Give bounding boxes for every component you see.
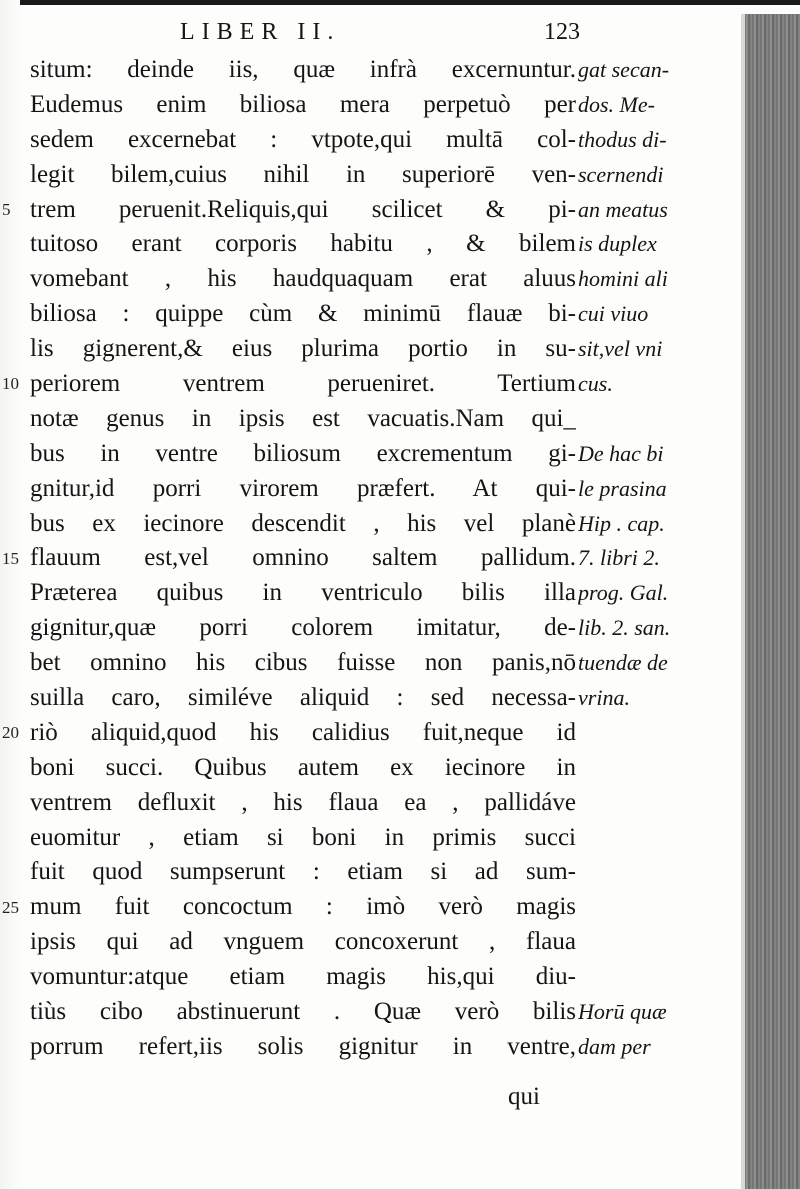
text-line: mum fuit concoctum : imò verò magis <box>30 893 576 921</box>
margin-note-line: cui viuo <box>578 301 649 327</box>
margin-note-line: le prasina <box>578 475 667 501</box>
main-text-block <box>30 53 576 1065</box>
text-line: biliosa : quippe cùm & minimū flauæ bi- <box>30 300 576 328</box>
line-number: 15 <box>2 548 19 568</box>
text-line: euomitur , etiam si boni in primis succi <box>30 823 576 851</box>
text-line: suilla caro, similéve aliquid : sed necessa- <box>30 684 576 712</box>
book-binding-edge <box>745 14 800 1189</box>
line-number: 10 <box>2 374 19 394</box>
text-line: porrum refert,iis solis gignitur in ventre, <box>30 1032 576 1060</box>
running-head: LIBER II. <box>180 19 341 45</box>
text-line: fuit quod sumpserunt : etiam si ad sum- <box>30 858 576 886</box>
margin-note-line: cus. <box>578 371 613 397</box>
margin-note-line <box>578 402 738 437</box>
text-line: tiùs cibo abstinuerunt . Quæ verò bilis <box>30 998 576 1026</box>
margin-note-line: dos. Me- <box>578 91 655 117</box>
margin-note-line: lib. 2. san. <box>578 615 671 641</box>
text-line: lis gignerent,& eius plurima portio in su- <box>30 335 576 363</box>
margin-note-line <box>578 716 738 751</box>
margin-note-line <box>578 925 738 960</box>
line-number: 25 <box>2 897 19 917</box>
margin-note-line <box>578 890 738 925</box>
text-line: vomuntur:atque etiam magis his,qui diu- <box>30 963 576 991</box>
text-line: Eudemus enim biliosa mera perpetuò per <box>30 90 576 118</box>
text-line: periorem ventrem perueniret. Tertium <box>30 370 576 398</box>
line-number: 5 <box>2 199 11 219</box>
line-number: 20 <box>2 723 19 743</box>
text-line: bet omnino his cibus fuisse non panis,nō <box>30 649 576 677</box>
margin-note-line: is duplex <box>578 231 657 257</box>
margin-note-line: Hip . cap. <box>578 510 665 536</box>
page-gutter-shadow <box>0 0 20 1189</box>
margin-note-line: vrina. <box>578 685 630 711</box>
margin-note-line <box>578 960 738 995</box>
margin-note-line: 7. libri 2. <box>578 545 660 571</box>
text-line: notæ genus in ipsis est vacuatis.Nam qui_ <box>30 404 576 432</box>
text-line: boni succi. Quibus autem ex iecinore in <box>30 753 576 781</box>
margin-note-line: dam per <box>578 1033 651 1059</box>
margin-note-line: sit,vel vni <box>578 336 663 362</box>
margin-note-line: prog. Gal. <box>578 580 669 606</box>
text-line: flauum est,vel omnino saltem pallidum. <box>30 544 576 572</box>
text-line: vomebant , his haudquaquam erat aluus <box>30 265 576 293</box>
margin-note-line <box>578 821 738 856</box>
marginal-notes <box>578 53 738 1065</box>
margin-note-line <box>578 786 738 821</box>
margin-note-line: tuendæ de <box>578 650 668 676</box>
margin-note-line: an meatus <box>578 196 668 222</box>
text-line: bus ex iecinore descendit , his vel planè <box>30 509 576 537</box>
text-line: situm: deinde iis, quæ infrà excernuntur. <box>30 56 576 83</box>
text-line: ventrem defluxit , his flaua ea , pallidáve <box>30 788 576 816</box>
text-line: trem peruenit.Reliquis,qui scilicet & pi- <box>30 195 576 223</box>
text-line: Præterea quibus in ventriculo bilis illa <box>30 579 576 607</box>
text-line: gignitur,quæ porri colorem imitatur, de- <box>30 614 576 642</box>
text-line: sedem excernebat : vtpote,qui multā col- <box>30 125 576 153</box>
text-line: ipsis qui ad vnguem concoxerunt , flaua <box>30 928 576 956</box>
catchword: qui <box>508 1083 540 1110</box>
margin-note-line: gat secan- <box>578 57 670 82</box>
text-line: riò aliquid,quod his calidius fuit,neque id <box>30 718 576 746</box>
margin-note-line: scernendi <box>578 161 664 187</box>
margin-note-line: Horū quæ <box>578 999 667 1025</box>
text-line: legit bilem,cuius nihil in superiorē ven- <box>30 160 576 188</box>
page-number: 123 <box>544 19 580 45</box>
text-line: gnitur,id porri virorem præfert. At qui- <box>30 474 576 502</box>
text-line: bus in ventre biliosum excrementum gi- <box>30 439 576 467</box>
page-top-edge <box>20 0 800 5</box>
margin-note-line <box>578 751 738 786</box>
margin-note-line: De hac bi <box>578 440 664 466</box>
margin-note-line <box>578 855 738 890</box>
margin-note-line: thodus di- <box>578 126 667 152</box>
text-line: tuitoso erant corporis habitu , & bilem <box>30 230 576 258</box>
margin-note-line: homini ali <box>578 266 668 292</box>
